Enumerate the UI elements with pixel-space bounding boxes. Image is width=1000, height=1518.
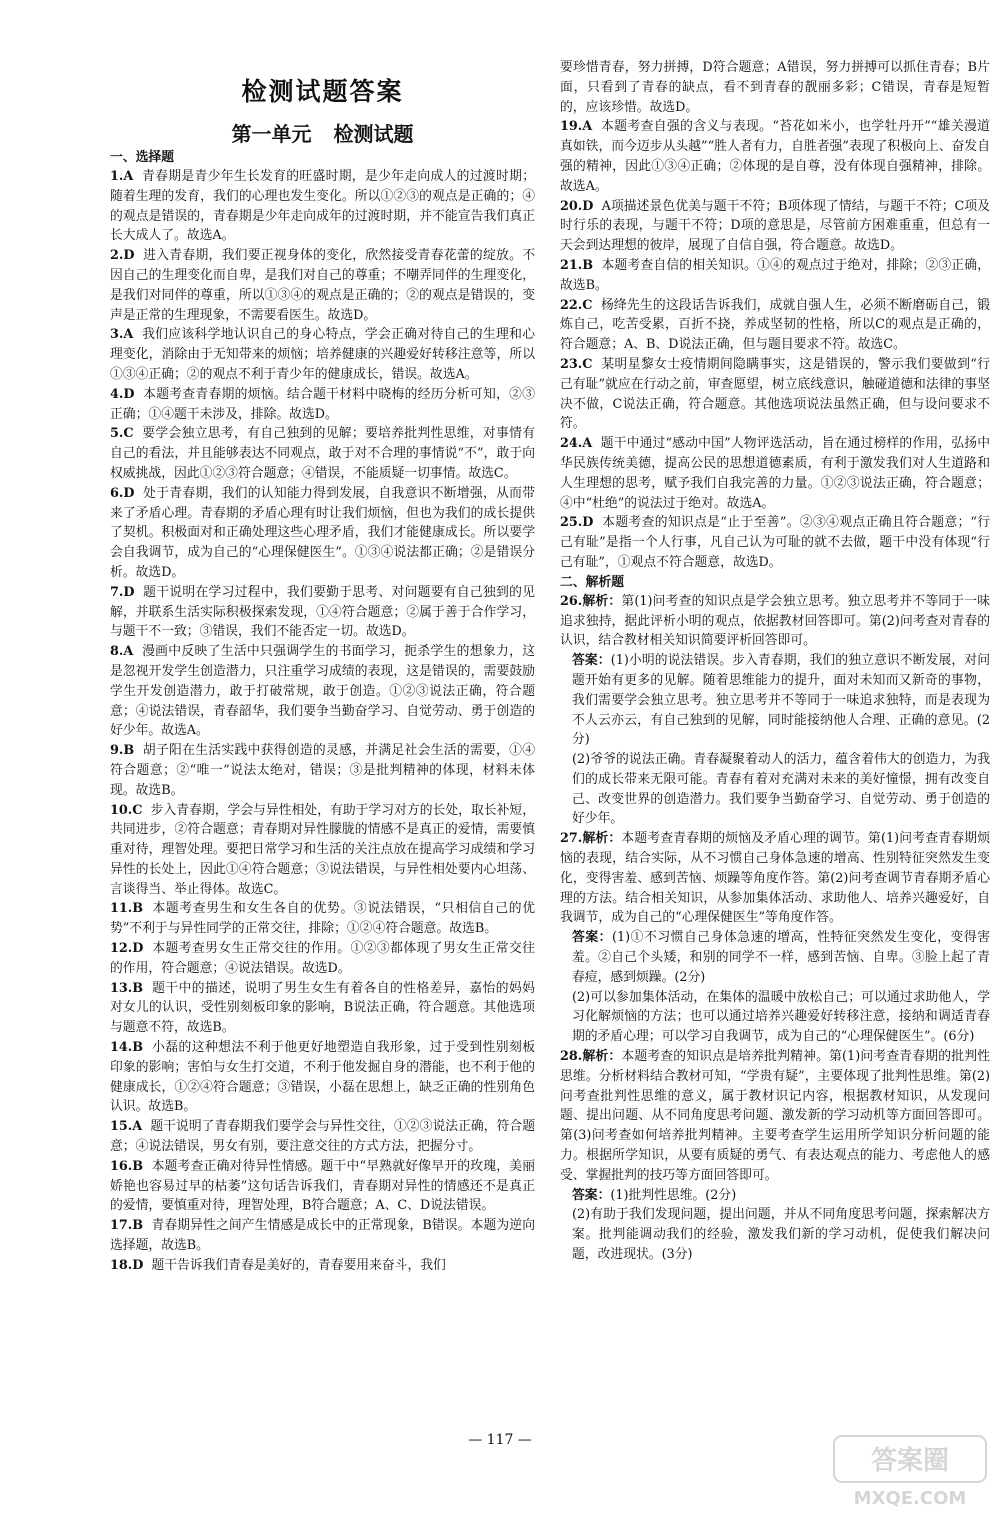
answer-letter: A xyxy=(582,436,593,452)
answer-letter: A xyxy=(582,119,593,135)
choice-answer-item xyxy=(110,899,535,939)
q28-answer-label: 答案： xyxy=(572,1187,611,1203)
q28-label: 解析： xyxy=(582,1049,622,1065)
question-number: 21. xyxy=(560,257,583,273)
answer-letter: D xyxy=(132,941,144,957)
explanation-text: 本题考查男女生正常交往的作用。①②③都体现了男女生正常交往的作用，符合题意；④说法错误。故选D。 xyxy=(110,941,536,976)
explanation-text: 青春期是青少年生长发育的旺盛时期，是少年走向成人的过渡时期；随着生理的发育，我们的心理也发生变化。所以①②③的观点是正确的；④的观点是错误的，青春期是少年走向成年的过渡时期，并不能宣告我们真正长大成人了。故选A。 xyxy=(110,169,536,244)
q27-answer-label: 答案： xyxy=(572,930,612,946)
choice-answer-item xyxy=(560,256,990,296)
question-number: 13. xyxy=(110,980,133,996)
answer-letter: A xyxy=(123,644,134,660)
question-number: 4. xyxy=(110,386,124,402)
answer-letter: A xyxy=(132,1119,143,1135)
question-number: 8. xyxy=(110,644,124,660)
answer-letter: B xyxy=(132,1218,144,1234)
explanation-text: 题干告诉我们青春是美好的，青春要用来奋斗，我们 xyxy=(151,1257,446,1273)
question-number: 15. xyxy=(110,1119,133,1135)
question-number: 16. xyxy=(110,1158,133,1174)
explanation-text: 题干中通过“感动中国”人物评选活动，旨在通过榜样的作用，弘扬中华民族传统美德，提高公民的思想道德素质，有利于激发我们对人生道路和人生理想的思考，赋予我们自我完善的力量。①②③说法正确，符合题意；④中“杜绝”的说法过于绝对。故选A。 xyxy=(560,436,990,511)
question-number: 2. xyxy=(110,248,124,264)
answer-letter: D xyxy=(582,198,594,214)
explanation-text: 本题考查青春期的烦恼。结合题干材料中晓梅的经历分析可知，②③正确；①④题干未涉及，排除。故选D。 xyxy=(110,386,535,422)
question-number: 12. xyxy=(110,941,133,957)
answer-letter: B xyxy=(132,901,144,917)
explanation-text: 题干说明在学习过程中，我们要勤于思考、对问题要有自己独到的见解，并联系生活实际积极探索发现，①④符合题意；②属于善于合作学习，与题干不一致；③错误，我们不能否定一切。故选D。 xyxy=(110,584,535,640)
explanation-text: A项描述景色优美与题干不符；B项体现了情结，与题干不符；C项及时行乐的表现，与题干不符；D项的意思是，尽管前方困难重重，但总有一天会到达理想的彼岸，展现了自信自强，符合题意。故选D。 xyxy=(560,198,991,254)
explanation-text: 杨绛先生的这段话告诉我们，成就自强人生，必须不断磨砺自己，锻炼自己，吃苦受累，百折不挠，养成坚韧的性格，所以C的观点是正确的，符合题意；A、B、D说法正确，但与题目要求不符。故选C。 xyxy=(560,297,991,353)
watermark-text: 答案圈 xyxy=(870,1446,950,1476)
answer-letter: A xyxy=(123,169,134,184)
answer-letter: D xyxy=(123,386,135,402)
choice-answer-item xyxy=(560,434,990,513)
right-column xyxy=(560,58,990,1265)
question-number: 5. xyxy=(110,426,124,442)
explanation-text: 本题考查的知识点是“止于至善”。②③④观点正确且符合题意；“行己有耻”是指一个人行事，凡自己认为可耻的就不去做，题干中没有体现“行己有耻”，①观点不符合题意，故选D。 xyxy=(560,515,990,570)
answer-letter: C xyxy=(582,356,593,372)
unit-title xyxy=(110,120,535,148)
unit-title-part-a: 第一单元 xyxy=(231,122,312,146)
answer-letter: C xyxy=(582,297,593,313)
explanation-text: 本题考查自强的含义与表现。“苔花如米小，也学牡丹开”“雄关漫道真如铁，而今迈步从头越”“胜人者有力，自胜者强”表现了积极向上、奋发自强的精神，因此①③④正确；②体现的是自尊，没有体现自强精神，排除。故选A。 xyxy=(560,119,990,194)
explanation-text: 进入青春期，我们要正视身体的变化，欣然接受青春花蕾的绽放。不因自己的生理变化而自卑，是我们对自己的尊重；不嘲弄同伴的生理变化，是我们对同伴的尊重，所以①③④的观点是正确的；②的观点是错误的，变声是正常的生理现象，不需要看医生。故选D。 xyxy=(110,248,535,323)
q28-answer-1: (1)批判性思维。(2分) xyxy=(610,1187,737,1203)
choice-answer-item xyxy=(110,484,535,583)
question-number: 3. xyxy=(110,327,124,343)
answer-letter: B xyxy=(582,257,594,273)
q26-answer-1: (1)小明的说法错误。步入青春期，我们的独立意识不断发展，对问题开始有更多的见解。随着思维能力的提升，面对未知而又新奇的事物，我们需要学会独立思考。独立思考并不等同于一味追求独特，而是表现为不人云亦云，有自己独到的见解，同时能接纳他人合理、正确的意见。(2分) xyxy=(572,653,990,748)
q27-analysis: 本题考查青春期的烦恼及矛盾心理的调节。第(1)问考查青春期烦恼的表现，结合实际，从不习惯自己身体急速的增高、性别特征突然发生变化，变得害羞、感到苦恼、烦躁等角度作答。第(2)问考查调节青春期矛盾心理的方法。结合相关知识，从参加集体活动、求助他人、培养兴趣爱好，自我调节，成为自己的“心理保健医生”等角度作答。 xyxy=(560,831,990,926)
page-title: 检测试题答案 xyxy=(241,77,404,106)
q28-number: 28. xyxy=(560,1049,583,1065)
question-number: 10. xyxy=(110,802,133,818)
choice-answer-item xyxy=(110,167,535,246)
choice-answer-item xyxy=(560,296,990,355)
question-number: 23. xyxy=(560,356,583,372)
q26-answer-2: (2)爷爷的说法正确。青春凝聚着动人的活力，蕴含着伟大的创造力，为我们的成长带来无限可能。青春有着对充满对未来的美好憧憬，拥有改变自己、改变世界的创造潜力。我们要争当勤奋学习、自觉劳动、勇于创造的好少年。 xyxy=(572,752,990,827)
choice-answer-item xyxy=(110,246,535,325)
choice-answer-item xyxy=(110,979,535,1038)
choice-answer-item xyxy=(560,513,990,572)
answer-letter: D xyxy=(132,1257,144,1273)
q28-answer-2: (2)有助于我们发现问题，提出问题，并从不同角度思考问题，探索解决方案。批判能调动我们的经验，激发我们新的学习动机，促使我们解决问题，改进现状。(3分) xyxy=(572,1207,990,1263)
explanation-text: 要学会独立思考，有自己独到的见解；要培养批判性思维，对事情有自己的看法，并且能够表达不同观点，敢于对不合理的事情说“不”，敢于向权威挑战，因此①②③符合题意；④错误，不能质疑一切事情。故选C。 xyxy=(110,426,536,481)
explanation-text: 胡子阳在生活实践中获得创造的灵感，并满足社会生活的需要，①④符合题意；②“唯一”说法太绝对，错误；③是批判精神的体现，材料未体现。故选B。 xyxy=(110,743,535,798)
question-number: 6. xyxy=(110,485,124,501)
choice-answer-item xyxy=(560,197,990,256)
explanation-text: 题干说明了青春期我们要学会与异性交往，①②③说法正确，符合题意；④说法错误，男女有别，要注意交往的方式方法，把握分寸。 xyxy=(110,1119,535,1155)
question-number: 25. xyxy=(560,515,583,531)
choice-answer-item xyxy=(110,424,535,483)
section-heading-choice: 一、选择题 xyxy=(110,150,174,165)
answer-letter: D xyxy=(123,248,135,264)
question-26 xyxy=(560,592,990,830)
answer-letter: B xyxy=(123,743,135,759)
explanation-text: 处于青春期，我们的认知能力得到发展，自我意识不断增强，从而带来了矛盾心理。青春期的矛盾心理有时让我们烦恼，但也为我们的成长提供了契机。积极面对和正确处理这些心理矛盾，我们才能健康成长。所以要学会自我调节，成为自己的“心理保健医生”。①③④说法都正确；②是错误分析。故选D。 xyxy=(110,485,535,580)
question-number: 7. xyxy=(110,584,124,600)
q26-answer-label: 答案： xyxy=(572,653,611,669)
question-number: 11. xyxy=(110,901,133,917)
explanation-text: 漫画中反映了生活中只强调学生的书面学习，扼杀学生的想象力，这是忽视开发学生创造潜力，只注重学习成绩的表现，这是错误的，需要鼓励学生开发创造潜力，敢于打破常规，敢于创造。①②③说法正确，符合题意；④说法错误，青春韶华，我们要争当勤奋学习、自觉劳动、勇于创造的好少年。故选A。 xyxy=(110,644,536,739)
question-number: 18. xyxy=(110,1257,133,1273)
answer-letter: D xyxy=(123,584,135,600)
choice-answer-item xyxy=(560,355,990,434)
choice-answer-item xyxy=(110,642,535,741)
question-number: 14. xyxy=(110,1040,133,1056)
answer-letter: B xyxy=(132,1158,144,1174)
explanation-text: 青春期异性之间产生情感是成长中的正常现象，B错误。本题为逆向选择题，故选B。 xyxy=(110,1218,536,1254)
watermark-logo xyxy=(830,1432,990,1512)
explanation-text: 步入青春期，学会与异性相处，有助于学习对方的长处，取长补短，共同进步，②符合题意；青春期对异性朦胧的情感不是真正的爱情，需要慎重对待，理智处理。要把日常学习和生活的关注点放在提高学习成绩和学习异性的长处上，因此①④符合题意；③说法错误，与异性相处要内心坦荡、言谈得当、举止得体。故选C。 xyxy=(110,802,535,897)
question-28 xyxy=(560,1047,990,1265)
q26-label: 解析： xyxy=(582,593,622,609)
choice-answer-item xyxy=(110,801,535,900)
choice-answers-left xyxy=(110,167,535,1276)
explanation-text: 题干中的描述，说明了男生女生有着各自的性格差异，嘉怡的妈妈对女儿的认识，受性别刻板印象的影响，B说法正确，符合题意。其他选项与题意不符，故选B。 xyxy=(110,980,535,1036)
choice-answer-item xyxy=(110,741,535,800)
explanation-text: 我们应该科学地认识自己的身心特点，学会正确对待自己的生理和心理变化，消除由于无知带来的烦恼；培养健康的兴趣爱好转移注意等，所以①③④正确；②的观点不利于青少年的健康成长，错误。故选A。 xyxy=(110,327,536,382)
choice-answer-item xyxy=(560,117,990,196)
answer-letter: B xyxy=(132,980,144,996)
explanation-text: 本题考查男生和女生各自的优势。③说法错误，“只相信自己的优势”不利于与异性同学的正常交往，排除；①②④符合题意。故选B。 xyxy=(110,901,536,937)
unit-title-part-b: 检测试题 xyxy=(333,122,414,146)
question-number: 9. xyxy=(110,743,124,759)
choice-answer-item xyxy=(110,1216,535,1256)
q28-analysis: 本题考查的知识点是培养批判精神。第(1)问考查青春期的批判性思维。分析材料结合教材可知，“学贵有疑”，主要体现了批判性思维。第(2)问考查批判性思维的意义，属于教材识记内容，根据教材知识，从发现问题、提出问题、从不同角度思考问题、激发新的学习动机等方面回答即可。第(3)问考查如何培养批判精神。主要考查学生运用所学知识分析问题的能力。根据所学知识，从要有质疑的勇气、有表达观点的能力、考虑他人的感受、掌握批判的技巧等方面回答即可。 xyxy=(560,1049,990,1183)
page-number: — 117 — xyxy=(468,1432,532,1448)
choice-answer-item xyxy=(110,583,535,642)
q27-answer-2: (2)可以参加集体活动，在集体的温暖中放松自己；可以通过求助他人，学习化解烦恼的方法；也可以通过培养兴趣爱好转移注意，接纳和调适青春期的矛盾心理；可以学习自我调节，成为自己的“心理保健医生”。(6分) xyxy=(572,989,990,1045)
question-number: 19. xyxy=(560,119,583,135)
q27-label: 解析： xyxy=(582,831,622,847)
q26-analysis: 第(1)问考查的知识点是学会独立思考。独立思考并不等同于一味追求独持，据此评析小明的观点，依据教材回答即可。第(2)问考查对青春的认识，结合教材相关知识简要评析回答即可。 xyxy=(560,593,990,649)
choice-answer-item xyxy=(110,385,535,425)
question-number: 24. xyxy=(560,436,583,452)
explanation-text: 某明星黎女士疫情期间隐瞒事实，这是错误的，警示我们要做到“行己有耻”就应在行动之前，审查愿望，树立底线意识，触碰道德和法律的事坚决不做，C说法正确，符合题意。其他选项说法虽然正确，但与设问要求不符。 xyxy=(560,356,991,432)
question-number: 20. xyxy=(560,198,583,214)
q27-answer-1: (1)①不习惯自己身体急速的增高，性特征突然发生变化，变得害羞。②自己个头矮，和别的同学不一样，感到苦恼、自卑。③脸上起了青春痘，感到烦躁。(2分) xyxy=(572,930,991,985)
question-27 xyxy=(560,829,990,1047)
choice-answer-item xyxy=(110,1157,535,1216)
answer-letter: D xyxy=(582,515,594,531)
answer-letter: B xyxy=(132,1040,144,1056)
continued-answer-18: 要珍惜青春，努力拼搏，D符合题意；A错误，努力拼搏可以抓住青春；B片面，只看到了青春的缺点，看不到青春的靓丽多彩；C错误，青春是短暂的，应该珍惜。故选D。 xyxy=(560,60,990,115)
left-column xyxy=(110,0,535,1276)
answer-letter: A xyxy=(123,327,134,343)
q26-number: 26. xyxy=(560,593,583,609)
q27-number: 27. xyxy=(560,831,583,847)
answer-letter: C xyxy=(123,426,134,442)
choice-answers-right xyxy=(560,117,990,572)
watermark-url: MXQE.COM xyxy=(853,1488,967,1509)
choice-answer-item xyxy=(110,1038,535,1117)
explanation-text: 小磊的这种想法不利于他更好地塑造自我形象，过于受到性别刻板印象的影响；害怕与女生打交道，不利于他发掘自身的潜能，也不利于他的健康成长，①②④符合题意；③错误，小磊在思想上，缺乏正确的性别角色认识。故选B。 xyxy=(110,1040,535,1115)
question-number: 17. xyxy=(110,1218,133,1234)
question-number: 1. xyxy=(110,169,124,184)
choice-answer-item xyxy=(110,325,535,384)
section-heading-analysis: 二、解析题 xyxy=(560,574,624,590)
explanation-text: 本题考查自信的相关知识。①④的观点过于绝对，排除；②③正确，故选B。 xyxy=(560,257,990,293)
choice-answer-item xyxy=(110,1117,535,1157)
question-number: 22. xyxy=(560,297,583,313)
answer-letter: D xyxy=(123,485,135,501)
choice-answer-item xyxy=(110,1256,535,1276)
answer-letter: C xyxy=(132,802,143,818)
explanation-text: 本题考查正确对待异性情感。题干中“早熟就好像早开的玫瑰，美丽娇艳也容易过早的枯萎”这句话告诉我们，青春期对异性的情感还不是真正的爱情，要慎重对待，理智处理，B符合题意；A、C、D说法错误。 xyxy=(110,1158,535,1214)
choice-answer-item xyxy=(110,939,535,979)
